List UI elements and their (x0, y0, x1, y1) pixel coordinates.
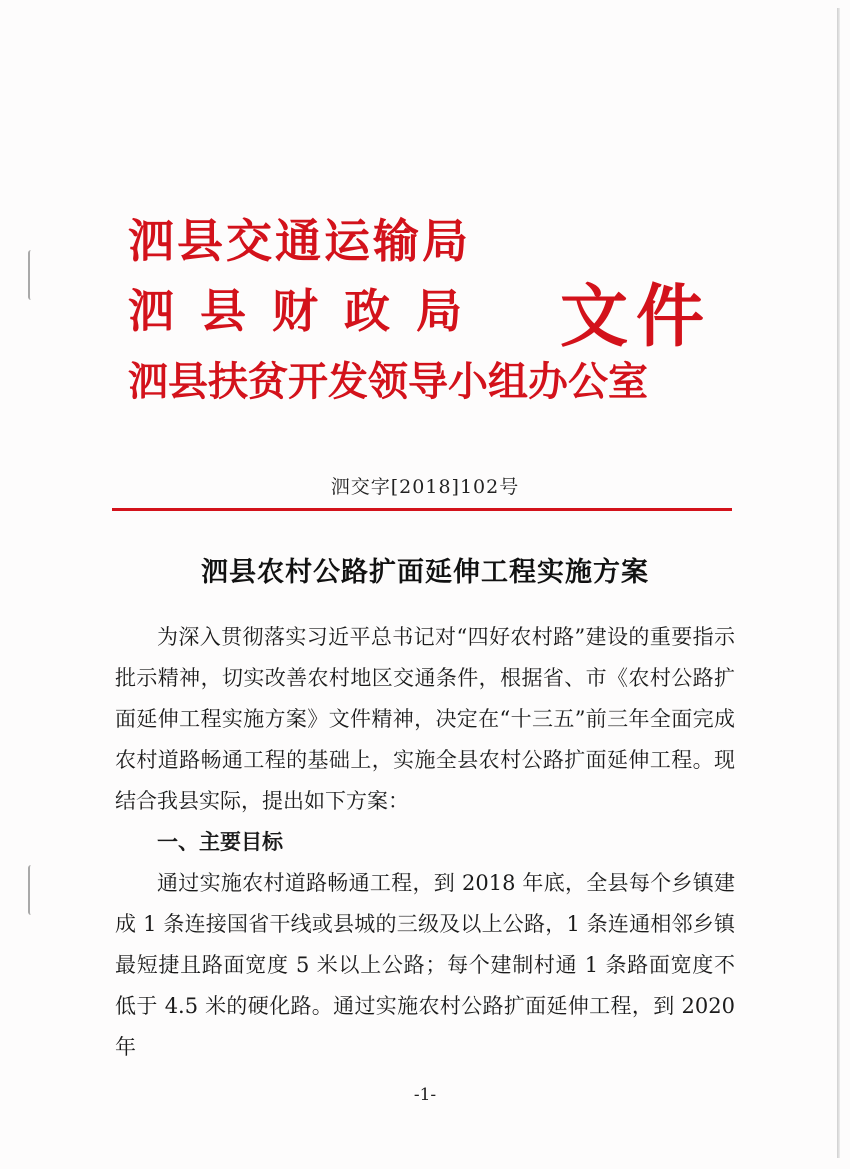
section-paragraph: 通过实施农村道路畅通工程，到 2018 年底，全县每个乡镇建成 1 条连接国省干线或县城的三级及以上公路，1 条连通相邻乡镇最短捷且路面宽度 5 米以上公路；每个建制村通 1 条路面宽度不低于 4.5 米的硬化路。通过实施农村公路扩面延伸工程，到 2020 年 (115, 871, 735, 1059)
document-body (115, 617, 735, 1068)
binding-hole-mark (28, 865, 36, 915)
document-header (128, 205, 718, 415)
page-number: -1- (413, 1085, 437, 1105)
binding-hole-mark (28, 250, 36, 300)
intro-paragraph: 为深入贯彻落实习近平总书记对“四好农村路”建设的重要指示批示精神，切实改善农村地区交通条件，根据省、市《农村公路扩面延伸工程实施方案》文件精神，决定在“十三五”前三年全面完成农村道路畅通工程的基础上，实施全县农村公路扩面延伸工程。现结合我县实际，提出如下方案： (115, 625, 735, 813)
red-divider (112, 508, 732, 511)
section-heading: 一、主要目标 (157, 830, 283, 854)
issuer-poverty-office: 泗县扶贫开发领导小组办公室 (128, 358, 648, 405)
document-number: 泗交字[2018]102号 (330, 476, 520, 498)
document-title: 泗县农村公路扩面延伸工程实施方案 (201, 557, 649, 588)
document-suffix: 文件 (560, 277, 713, 357)
issuer-transport-bureau: 泗县交通运输局 (128, 214, 471, 268)
issuer-finance-bureau: 泗县财政局 (128, 284, 488, 338)
